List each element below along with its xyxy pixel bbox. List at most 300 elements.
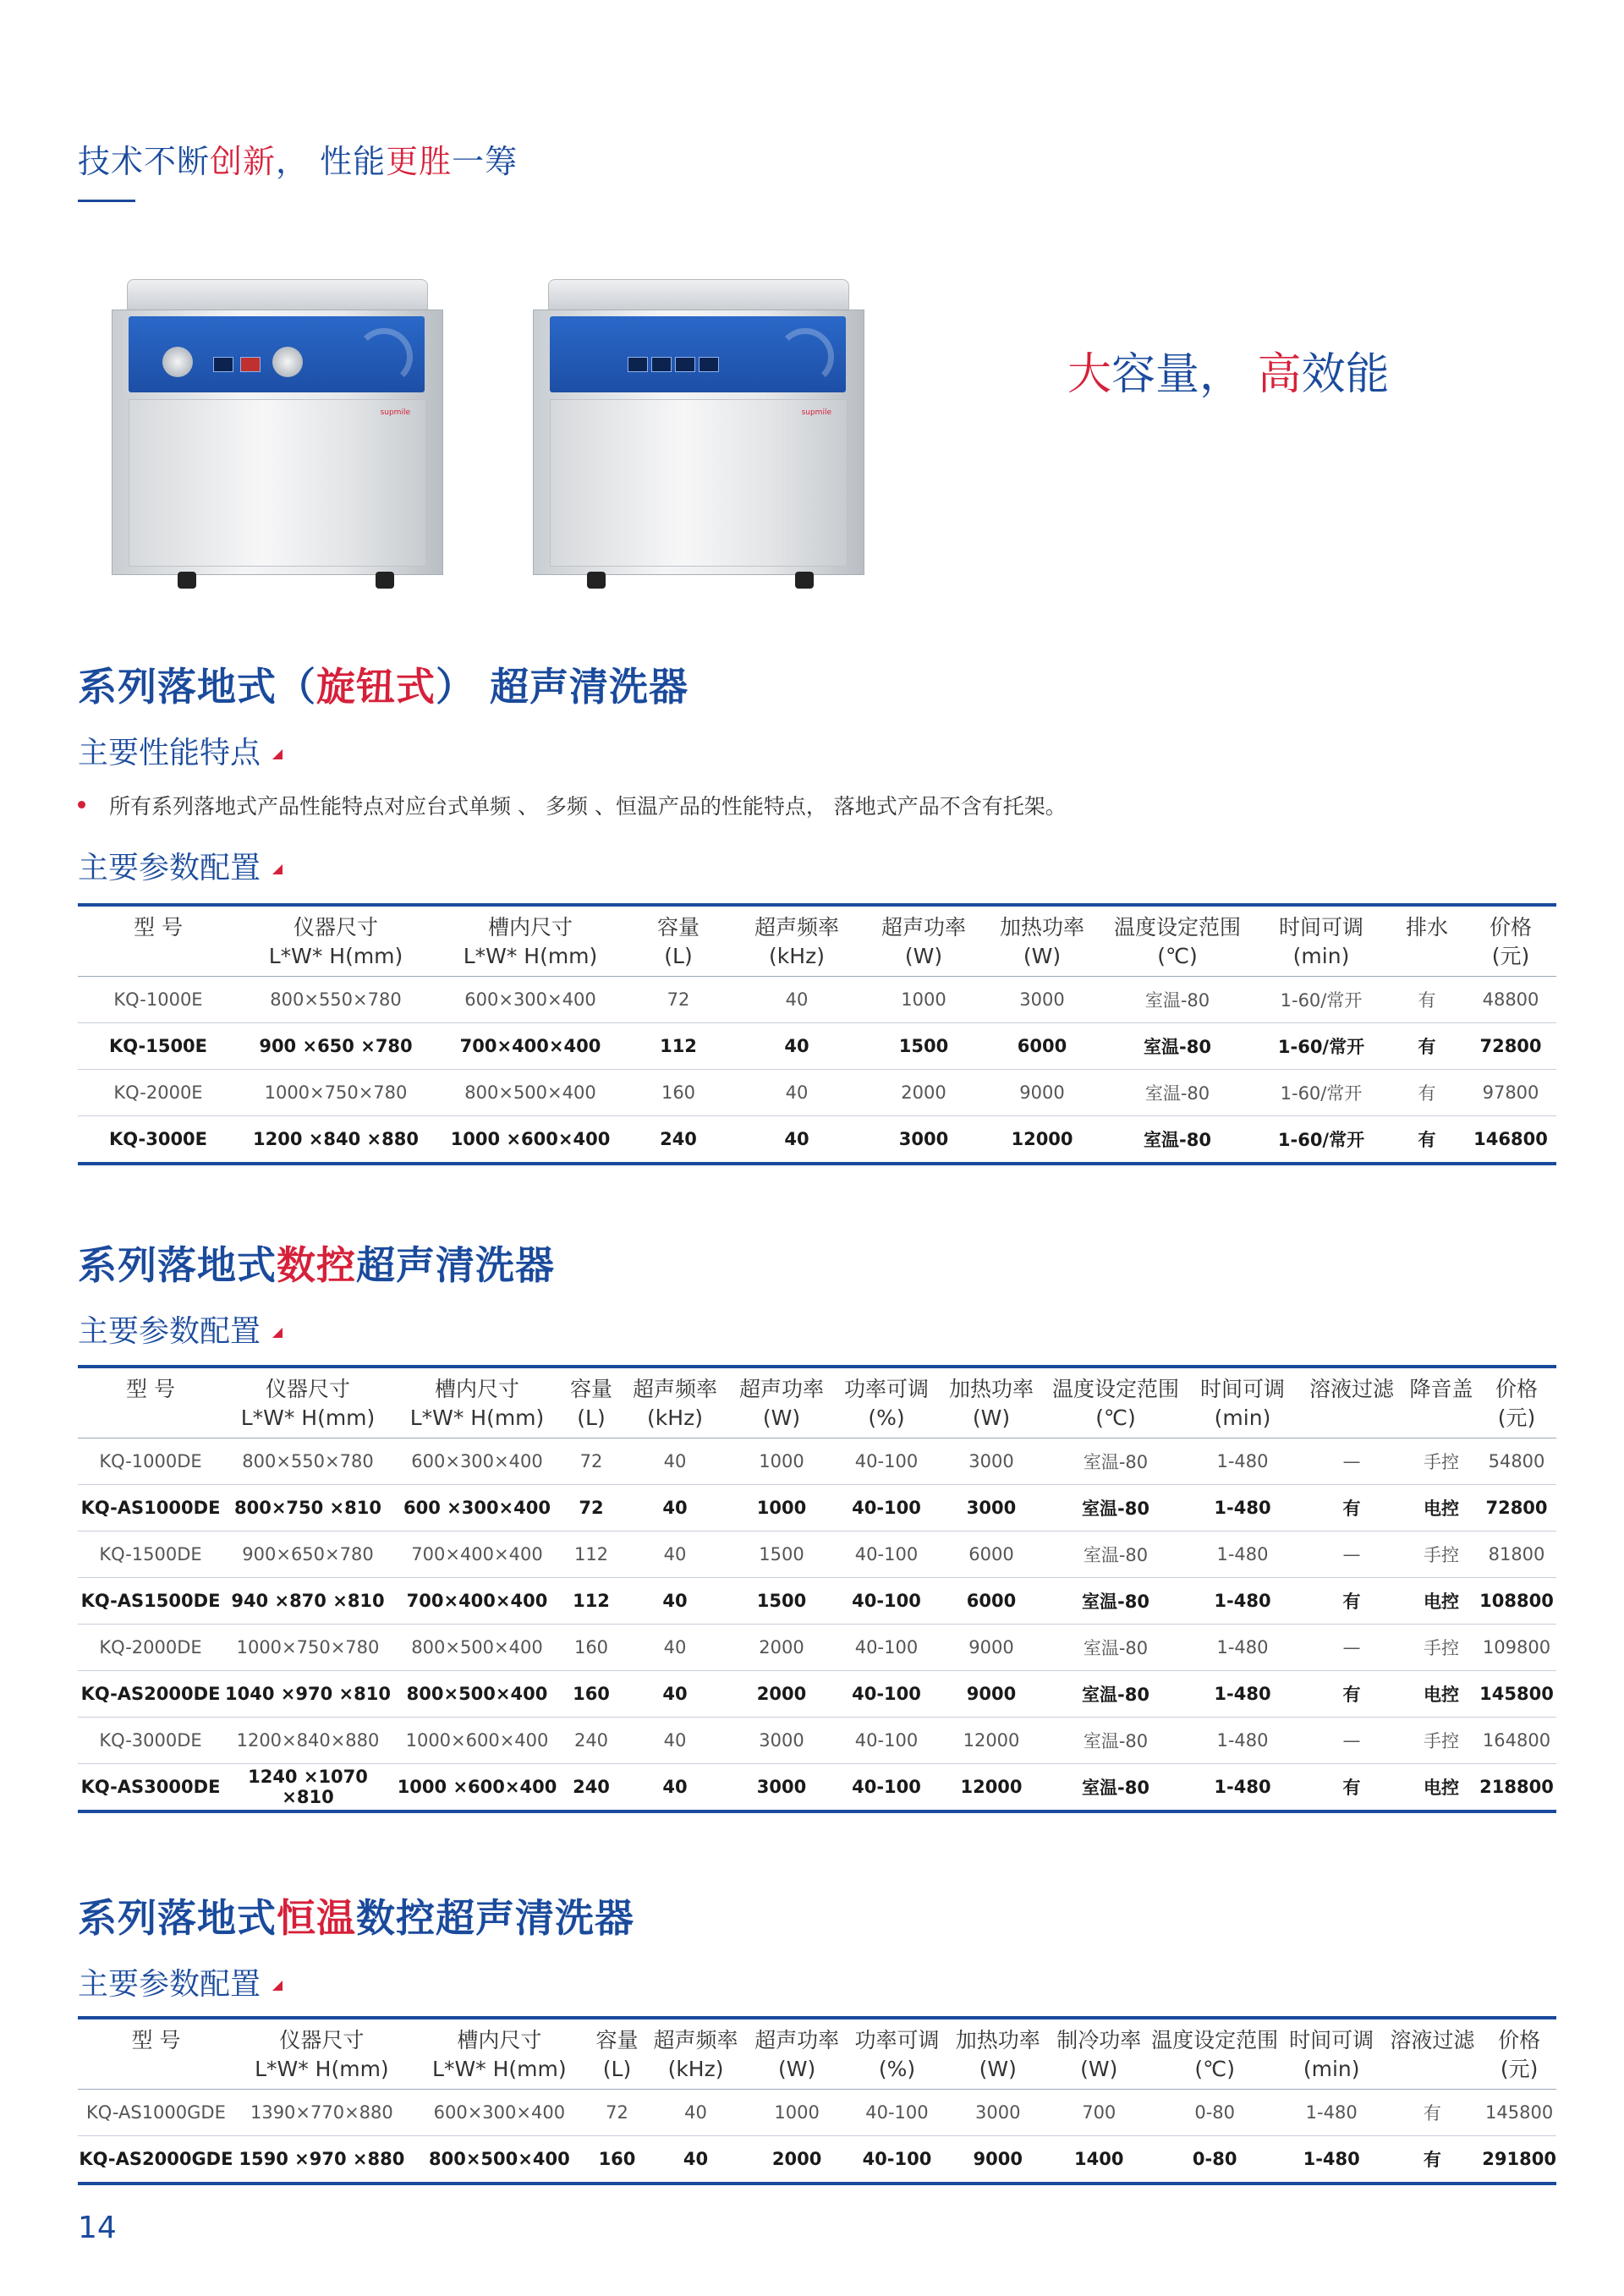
table-cell: 室温-80 xyxy=(1144,990,1210,1011)
table-cell: 40 xyxy=(663,1730,687,1751)
table-cell: 800×500×400 xyxy=(406,1684,548,1704)
table-cell: 1-480 xyxy=(1214,1498,1271,1518)
table-cell: 40-100 xyxy=(862,2149,932,2169)
header-label: 温度设定范围 xyxy=(1151,2028,1279,2052)
brand-logo: supmile xyxy=(801,408,831,417)
table-cell: 97800 xyxy=(1482,1082,1539,1103)
table-cell: 室温-80 xyxy=(1083,1638,1149,1658)
table-cell: 9000 xyxy=(968,1637,1014,1658)
header-label: 超声功率 xyxy=(881,915,966,940)
display-icon xyxy=(213,357,233,372)
title-highlight: 旋钮式 xyxy=(316,664,436,710)
column-header xyxy=(239,905,433,977)
table-cell: 1000 xyxy=(901,989,946,1010)
triangle-marker-icon xyxy=(272,1981,283,1991)
features-heading xyxy=(78,729,283,772)
table-cell: 室温-80 xyxy=(1144,1130,1211,1150)
table-cell: 电控 xyxy=(1424,1685,1459,1705)
table-cell: 40-100 xyxy=(854,1544,919,1564)
table-cell: 40-100 xyxy=(865,2102,929,2123)
slogan-part: 技术不断 xyxy=(78,143,211,180)
table-cell: 72 xyxy=(579,1451,603,1471)
table-cell: 40-100 xyxy=(852,1498,921,1518)
params-heading-text: 主要参数配置 xyxy=(78,851,261,885)
control-panel xyxy=(550,316,846,392)
column-header xyxy=(1188,1367,1298,1438)
table-cell: 室温-80 xyxy=(1083,1731,1149,1751)
table-cell: 109800 xyxy=(1482,1637,1551,1658)
section-title-knob xyxy=(78,656,689,712)
wheel-icon xyxy=(587,572,606,589)
table-cell: 1500 xyxy=(898,1036,949,1056)
spec-table-knob xyxy=(78,903,1556,1165)
header-label: 超声频率 xyxy=(653,2028,738,2052)
header-unit xyxy=(1406,1404,1477,1433)
knob-icon xyxy=(162,347,193,377)
table-cell: 3000 xyxy=(756,1777,807,1797)
params-heading-text: 主要参数配置 xyxy=(78,1314,261,1349)
table-row xyxy=(78,1485,1556,1532)
column-header xyxy=(939,1367,1044,1438)
feature-bullet xyxy=(78,790,1067,820)
table-cell: 室温-80 xyxy=(1082,1685,1149,1705)
header-unit: L*W* H(mm) xyxy=(240,1406,376,1430)
column-header xyxy=(223,1367,392,1438)
header-unit: (W) xyxy=(904,944,943,968)
title-part: 系列落地式 xyxy=(78,1242,277,1288)
header-unit: (kHz) xyxy=(769,944,825,968)
table-cell: 72800 xyxy=(1479,1036,1542,1056)
header-unit: (W) xyxy=(1080,2057,1118,2081)
column-header xyxy=(864,905,983,977)
table-cell: 3000 xyxy=(1019,989,1065,1010)
header-unit: L*W* H(mm) xyxy=(409,1406,545,1430)
table-cell: 1-480 xyxy=(1214,1684,1271,1704)
header-label: 时间可调 xyxy=(1278,915,1363,940)
header-unit: (W) xyxy=(1023,944,1062,968)
table-cell: 1390×770×880 xyxy=(250,2102,393,2123)
product-tagline xyxy=(1067,338,1390,402)
tagline-part: 效能 xyxy=(1301,349,1390,400)
table-cell: 室温-80 xyxy=(1144,1083,1210,1104)
table-cell: 112 xyxy=(573,1544,609,1564)
table-row xyxy=(78,2090,1556,2136)
table-cell: 1-60/常开 xyxy=(1277,1037,1365,1057)
brand-logo: supmile xyxy=(380,408,410,417)
table-cell: 3000 xyxy=(968,1451,1014,1471)
table-row xyxy=(78,1438,1556,1485)
table-cell: 0-80 xyxy=(1194,2102,1236,2123)
header-unit xyxy=(78,2055,234,2084)
table-cell: 电控 xyxy=(1424,1592,1459,1612)
table-cell: 800×500×400 xyxy=(464,1082,596,1103)
header-unit xyxy=(1298,1404,1406,1433)
features-heading-text: 主要性能特点 xyxy=(78,736,261,770)
header-unit xyxy=(78,942,239,971)
table-cell: 1-480 xyxy=(1214,1777,1271,1797)
header-unit: (℃) xyxy=(1157,944,1198,968)
table-cell: 40-100 xyxy=(854,1637,919,1658)
table-cell: 0-80 xyxy=(1192,2149,1237,2169)
header-unit: (%) xyxy=(868,1406,905,1430)
table-cell: 900 ×650 ×780 xyxy=(259,1036,413,1056)
table-cell: 3000 xyxy=(759,1730,804,1751)
column-header xyxy=(947,2018,1049,2090)
table-row xyxy=(78,1023,1556,1070)
table-cell: KQ-AS1500DE xyxy=(80,1591,221,1611)
table-cell: KQ-AS2000GDE xyxy=(79,2149,233,2169)
header-label: 温度设定范围 xyxy=(1113,915,1241,940)
table-cell: 40 xyxy=(684,2102,707,2123)
section-title-digital xyxy=(78,1235,555,1290)
column-header xyxy=(645,2018,747,2090)
table-cell: 112 xyxy=(660,1036,697,1056)
column-header xyxy=(628,905,729,977)
spec-table-digital xyxy=(78,1365,1556,1813)
table-cell: 700×400×400 xyxy=(406,1591,548,1611)
header-label: 超声频率 xyxy=(754,915,839,940)
column-header xyxy=(847,2018,946,2090)
table-cell: 600×300×400 xyxy=(411,1451,543,1471)
table-cell: 800×550×780 xyxy=(270,989,402,1010)
table-cell: 800×750 ×810 xyxy=(233,1498,381,1518)
indicator-icon xyxy=(240,357,261,372)
header-label: 槽内尺寸 xyxy=(487,915,573,940)
header-unit: (元) xyxy=(1500,2057,1539,2081)
table-cell: 240 xyxy=(660,1129,697,1149)
table-cell: 40-100 xyxy=(852,1591,921,1611)
slogan-highlight: 创新 xyxy=(210,143,277,180)
table-cell: 72 xyxy=(606,2102,628,2123)
header-unit: (kHz) xyxy=(647,1406,703,1430)
display-icon xyxy=(628,357,648,372)
column-header xyxy=(747,2018,848,2090)
header-unit xyxy=(1383,2055,1483,2084)
bullet-icon xyxy=(78,801,85,808)
table-cell: KQ-2000DE xyxy=(99,1637,202,1658)
title-part: 数控超声清洗器 xyxy=(356,1895,634,1941)
spec-table-thermostatic xyxy=(78,2016,1556,2185)
header-label: 时间可调 xyxy=(1199,1377,1285,1401)
column-header xyxy=(1482,2018,1556,2090)
table-cell: 1-480 xyxy=(1214,1591,1271,1611)
table-cell: 40 xyxy=(662,1684,688,1704)
column-header xyxy=(590,2018,645,2090)
table-cell: 40 xyxy=(663,1637,687,1658)
column-header xyxy=(621,1367,729,1438)
table-row xyxy=(78,1625,1556,1671)
header-unit: (kHz) xyxy=(667,2057,724,2081)
header-label: 仪器尺寸 xyxy=(293,915,378,940)
column-header xyxy=(1101,905,1254,977)
header-label: 加热功率 xyxy=(999,915,1084,940)
table-cell: 有 xyxy=(1423,2103,1441,2123)
header-label: 排水 xyxy=(1405,915,1448,940)
header-label: 价格 xyxy=(1495,1377,1538,1401)
header-unit: (L) xyxy=(664,944,693,968)
tagline-highlight: 大 xyxy=(1067,349,1112,400)
header-unit: L*W* H(mm) xyxy=(432,2057,567,2081)
header-label: 超声频率 xyxy=(632,1377,717,1401)
title-part: 系列落地式（ xyxy=(78,664,316,710)
table-cell: 1590 ×970 ×880 xyxy=(239,2149,405,2169)
title-part: 超声清洗器 xyxy=(356,1242,555,1288)
header-unit: L*W* H(mm) xyxy=(268,944,403,968)
table-cell: 有 xyxy=(1418,990,1436,1011)
table-cell: 40 xyxy=(785,989,809,1010)
params-heading-text: 主要参数配置 xyxy=(78,1967,261,2002)
table-cell: 有 xyxy=(1342,1778,1361,1798)
table-cell: 291800 xyxy=(1482,2149,1556,2169)
header-label: 功率可调 xyxy=(843,1377,929,1401)
header-label: 超声功率 xyxy=(754,2028,840,2052)
table-cell: 48800 xyxy=(1482,989,1539,1010)
table-cell: 40 xyxy=(662,1498,688,1518)
table-cell: KQ-AS3000DE xyxy=(80,1777,221,1797)
table-cell: 1-480 xyxy=(1216,1637,1269,1658)
table-cell: 800×500×400 xyxy=(411,1637,543,1658)
table-cell: 1400 xyxy=(1074,2149,1124,2169)
table-cell: 12000 xyxy=(1011,1129,1073,1149)
table-cell: 72 xyxy=(579,1498,604,1518)
table-cell: 146800 xyxy=(1473,1129,1548,1149)
table-cell: 145800 xyxy=(1485,2102,1554,2123)
table-row xyxy=(78,1070,1556,1116)
table-cell: 1000 xyxy=(759,1451,804,1471)
table-cell: 1040 ×970 ×810 xyxy=(225,1684,391,1704)
header-unit: (W) xyxy=(762,1406,801,1430)
machine-lid xyxy=(548,279,849,313)
table-cell: 有 xyxy=(1418,1083,1436,1104)
header-label: 容量 xyxy=(595,2028,639,2052)
table-header-row xyxy=(78,2018,1556,2090)
column-header xyxy=(1149,2018,1281,2090)
table-cell: 1000×750×780 xyxy=(264,1082,408,1103)
header-label: 槽内尺寸 xyxy=(434,1377,519,1401)
table-cell: 有 xyxy=(1342,1499,1361,1519)
table-cell: 112 xyxy=(573,1591,610,1611)
header-label: 制冷功率 xyxy=(1056,2028,1142,2052)
header-label: 仪器尺寸 xyxy=(279,2028,365,2052)
header-label: 容量 xyxy=(569,1377,612,1401)
table-cell: 有 xyxy=(1342,1592,1361,1612)
display-icon xyxy=(699,357,719,372)
column-header xyxy=(1049,2018,1149,2090)
table-cell: — xyxy=(1342,1730,1361,1751)
table-cell: 1000 ×600×400 xyxy=(450,1129,611,1149)
table-cell: 1200 ×840 ×880 xyxy=(253,1129,419,1149)
table-cell: 600 ×300×400 xyxy=(403,1498,551,1518)
table-cell: 1-480 xyxy=(1305,2102,1358,2123)
swirl-logo-icon xyxy=(355,328,413,386)
table-cell: 1000 xyxy=(756,1498,807,1518)
table-cell: 3000 xyxy=(975,2102,1021,2123)
table-cell: 1500 xyxy=(756,1591,807,1611)
table-cell: 40 xyxy=(662,1591,688,1611)
title-part: ） 超声清洗器 xyxy=(436,664,689,710)
triangle-marker-icon xyxy=(272,1328,283,1338)
title-highlight: 数控 xyxy=(277,1242,356,1288)
tagline-highlight: 高 xyxy=(1257,349,1302,400)
table-cell: KQ-1500E xyxy=(108,1036,208,1056)
header-unit: (℃) xyxy=(1194,2057,1235,2081)
header-slogan xyxy=(78,135,518,182)
swirl-logo-icon xyxy=(776,328,834,386)
column-header xyxy=(1298,1367,1406,1438)
table-cell: 54800 xyxy=(1488,1451,1545,1471)
table-cell: 手控 xyxy=(1424,1545,1459,1565)
table-cell: 160 xyxy=(661,1082,696,1103)
table-header-row xyxy=(78,1367,1556,1438)
table-cell: 72 xyxy=(667,989,690,1010)
table-cell: 40-100 xyxy=(852,1777,921,1797)
table-cell: 2000 xyxy=(756,1684,807,1704)
triangle-marker-icon xyxy=(272,749,283,759)
table-cell: 室温-80 xyxy=(1082,1778,1149,1798)
table-cell: 有 xyxy=(1418,1130,1436,1150)
table-cell: KQ-2000E xyxy=(113,1082,203,1103)
params-heading-2 xyxy=(78,1307,283,1351)
table-cell: KQ-3000E xyxy=(108,1129,208,1149)
table-cell: 电控 xyxy=(1424,1778,1459,1798)
header-label: 仪器尺寸 xyxy=(265,1377,350,1401)
table-cell: — xyxy=(1342,1451,1361,1471)
header-unit: (min) xyxy=(1214,1406,1271,1430)
machine-door xyxy=(550,399,848,567)
header-label: 价格 xyxy=(1498,2028,1541,2052)
header-unit: (W) xyxy=(778,2057,816,2081)
header-label: 型 号 xyxy=(126,1377,175,1401)
column-header xyxy=(834,1367,939,1438)
header-label: 价格 xyxy=(1489,915,1532,940)
table-cell: KQ-AS1000DE xyxy=(80,1498,221,1518)
column-header xyxy=(409,2018,590,2090)
column-header xyxy=(1389,905,1465,977)
table-cell: 1-480 xyxy=(1216,1544,1269,1564)
column-header xyxy=(1406,1367,1477,1438)
header-label: 型 号 xyxy=(134,915,183,940)
header-unit xyxy=(1389,942,1465,971)
table-cell: 6000 xyxy=(966,1591,1017,1611)
table-cell: 700×400×400 xyxy=(411,1544,543,1564)
title-highlight: 恒温 xyxy=(277,1895,356,1941)
table-cell: KQ-AS2000DE xyxy=(80,1684,221,1704)
header-label: 时间可调 xyxy=(1289,2028,1374,2052)
table-row xyxy=(78,1671,1556,1718)
header-unit: L*W* H(mm) xyxy=(255,2057,389,2081)
header-label: 降音盖 xyxy=(1409,1377,1473,1401)
column-header xyxy=(78,1367,223,1438)
table-cell: 有 xyxy=(1423,2150,1441,2170)
table-cell: 40 xyxy=(784,1036,809,1056)
column-header xyxy=(78,905,239,977)
table-cell: 室温-80 xyxy=(1144,1037,1211,1057)
knob-icon xyxy=(272,347,303,377)
table-cell: 700×400×400 xyxy=(459,1036,601,1056)
slogan-part: 一筹 xyxy=(452,143,518,180)
table-cell: 1-60/常开 xyxy=(1280,1083,1363,1104)
table-row xyxy=(78,1718,1556,1764)
table-cell: 40 xyxy=(683,2149,709,2169)
product-image-knob-model xyxy=(112,279,442,594)
table-cell: 160 xyxy=(573,1684,610,1704)
header-label: 加热功率 xyxy=(948,1377,1034,1401)
table-cell: 室温-80 xyxy=(1082,1592,1149,1612)
header-label: 加热功率 xyxy=(955,2028,1040,2052)
table-cell: 12000 xyxy=(960,1777,1023,1797)
table-cell: 1200×840×880 xyxy=(236,1730,380,1751)
table-cell: 1-60/常开 xyxy=(1280,990,1363,1011)
table-cell: 800×550×780 xyxy=(242,1451,374,1471)
table-cell: 40-100 xyxy=(854,1730,919,1751)
table-cell: 9000 xyxy=(966,1684,1017,1704)
header-unit xyxy=(78,1404,223,1433)
table-cell: — xyxy=(1342,1637,1361,1658)
header-unit: (W) xyxy=(972,1406,1011,1430)
header-unit: (min) xyxy=(1292,944,1350,968)
header-unit: (W) xyxy=(979,2057,1017,2081)
table-cell: KQ-1500DE xyxy=(99,1544,202,1564)
table-cell: 2000 xyxy=(771,2149,822,2169)
table-cell: 室温-80 xyxy=(1083,1545,1149,1565)
wheel-icon xyxy=(376,572,394,589)
table-cell: 600×300×400 xyxy=(464,989,596,1010)
column-header xyxy=(392,1367,562,1438)
header-unit: (元) xyxy=(1497,1406,1536,1430)
table-row xyxy=(78,1578,1556,1625)
table-row xyxy=(78,1532,1556,1578)
table-cell: 900×650×780 xyxy=(242,1544,374,1564)
machine-lid xyxy=(127,279,428,313)
table-cell: 145800 xyxy=(1479,1684,1554,1704)
table-cell: 81800 xyxy=(1488,1544,1545,1564)
display-icon xyxy=(675,357,695,372)
table-cell: 1000 xyxy=(774,2102,820,2123)
machine-door xyxy=(129,399,426,567)
table-cell: 室温-80 xyxy=(1083,1452,1149,1472)
feature-text: 所有系列落地式产品性能特点对应台式单频 、 多频 、恒温产品的性能特点， 落地式产品不含有托架。 xyxy=(109,794,1067,819)
wheel-icon xyxy=(795,572,814,589)
table-cell: 1-480 xyxy=(1216,1451,1269,1471)
table-cell: 2000 xyxy=(901,1082,946,1103)
table-cell: 1000×750×780 xyxy=(236,1637,380,1658)
table-cell: 800×500×400 xyxy=(428,2149,570,2169)
title-part: 系列落地式 xyxy=(78,1895,277,1941)
tagline-part: 容量， xyxy=(1111,349,1258,400)
table-row xyxy=(78,1116,1556,1164)
table-cell: — xyxy=(1342,1544,1361,1564)
table-cell: 160 xyxy=(573,1637,609,1658)
table-cell: 有 xyxy=(1342,1685,1361,1705)
table-cell: 2000 xyxy=(759,1637,804,1658)
table-cell: 600×300×400 xyxy=(433,2102,566,2123)
table-cell: 电控 xyxy=(1424,1499,1459,1519)
table-cell: 6000 xyxy=(1017,1036,1067,1056)
header-unit: (元) xyxy=(1491,944,1530,968)
header-label: 槽内尺寸 xyxy=(457,2028,542,2052)
control-panel xyxy=(129,316,425,392)
table-cell: 40 xyxy=(662,1777,688,1797)
table-cell: 12000 xyxy=(963,1730,1020,1751)
table-cell: 40-100 xyxy=(852,1684,921,1704)
table-row xyxy=(78,977,1556,1023)
wheel-icon xyxy=(178,572,196,589)
table-cell: 手控 xyxy=(1424,1452,1459,1472)
table-header-row xyxy=(78,905,1556,977)
column-header xyxy=(1044,1367,1188,1438)
table-cell: 1000 ×600×400 xyxy=(397,1777,557,1797)
table-cell: 72800 xyxy=(1485,1498,1548,1518)
